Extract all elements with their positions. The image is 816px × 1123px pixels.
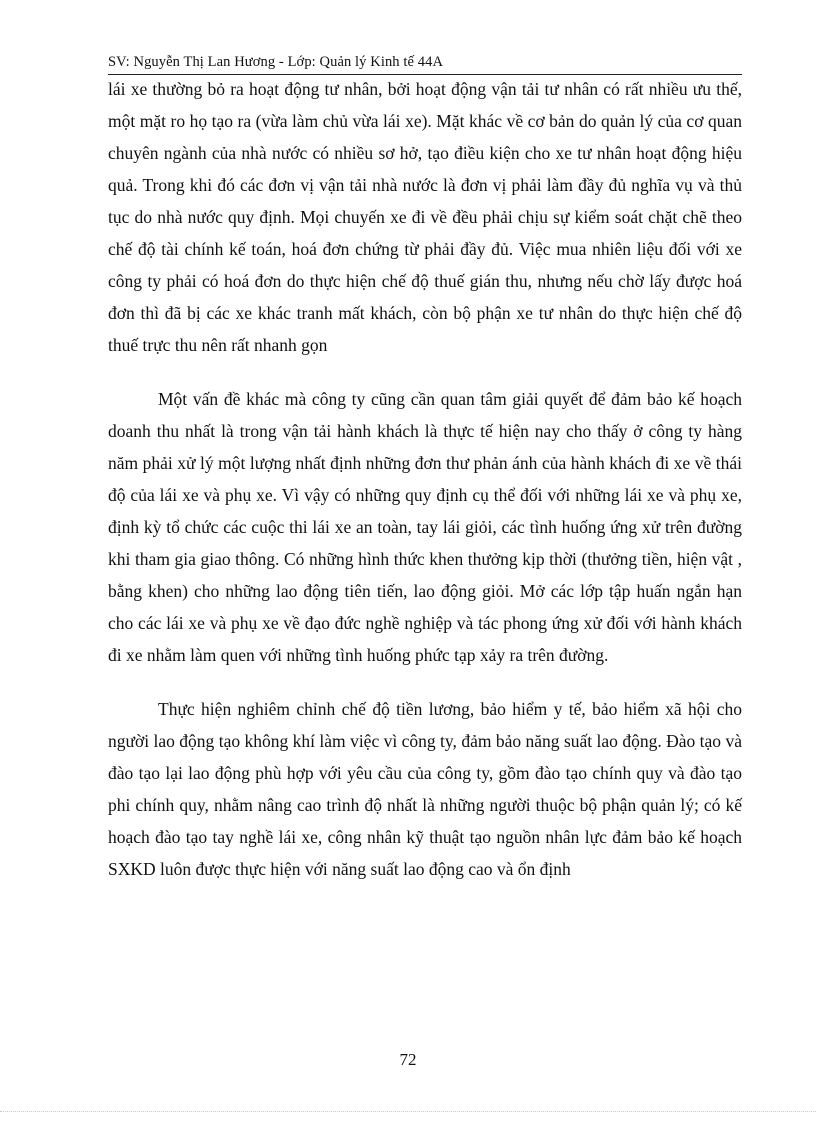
page-header (108, 52, 742, 75)
header-text: SV: Nguyễn Thị Lan Hương - Lớp: Quản lý Kinh tế 44A (108, 54, 444, 70)
page-number: 72 (399, 1050, 417, 1069)
paragraph-continuation: lái xe thường bỏ ra hoạt động tư nhân, bởi hoạt động vận tải tư nhân có rất nhiều ưu thế, một mặt ro họ tạo ra (vừa làm chủ vừa lái xe). Mặt khác về cơ bản do quản lý của cơ quan chuyên ngành của nhà nước có nhiều sơ hở, tạo điều kiện cho xe tư nhân hoạt động hiệu quả. Trong khi đó các đơn vị vận tải nhà nước là đơn vị phải làm đầy đủ nghĩa vụ và thủ tục do nhà nước quy định. Mọi chuyến xe đi về đều phải chịu sự kiểm soát chặt chẽ theo chế độ tài chính kế toán, hoá đơn chứng từ phải đầy đủ. Việc mua nhiên liệu đối với xe công ty phải có hoá đơn do thực hiện chế độ thuế gián thu, nhưng nếu chờ lấy được hoá đơn thì đã bị các xe khác tranh mất khách, còn bộ phận xe tư nhân do thực hiện chế độ thuế trực thu nên rất nhanh gọn (108, 79, 742, 355)
paragraph-labor-policy: Thực hiện nghiêm chỉnh chế độ tiền lương, bảo hiểm y tế, bảo hiểm xã hội cho người lao động tạo không khí làm việc vì công ty, đảm bảo năng suất lao động. Đào tạo và đào tạo lại lao động phù hợp với yêu cầu của công ty, gồm đào tạo chính quy và đào tạo phi chính quy, nhằm nâng cao trình độ nhất là những người thuộc bộ phận quản lý; có kế hoạch đào tạo tay nghề lái xe, công nhân kỹ thuật tạo nguồn nhân lực đảm bảo kế hoạch SXKD luôn được thực hiện với năng suất lao động cao và ổn định (108, 699, 742, 879)
document-body (108, 73, 742, 885)
page-bottom-divider (0, 1111, 816, 1112)
paragraph-customer-service: Một vấn đề khác mà công ty cũng cần quan tâm giải quyết để đảm bảo kế hoạch doanh thu nhất là trong vận tải hành khách là thực tế hiện nay cho thấy ở công ty hàng năm phải xử lý một lượng nhất định những đơn thư phản ánh của hành khách đi xe về thái độ của lái xe và phụ xe. Vì vậy có những quy định cụ thể đối với những lái xe và phụ xe, định kỳ tổ chức các cuộc thi lái xe an toàn, tay lái giỏi, các tình huống ứng xử trên đường khi tham gia giao thông. Có những hình thức khen thưởng kịp thời (thưởng tiền, hiện vật , bằng khen) cho những lao động tiên tiến, lao động giỏi. Mở các lớp tập huấn ngắn hạn cho các lái xe và phụ xe về đạo đức nghề nghiệp và tác phong ứng xử đối với hành khách đi xe nhằm làm quen với những tình huống phức tạp xảy ra trên đường. (108, 389, 742, 665)
